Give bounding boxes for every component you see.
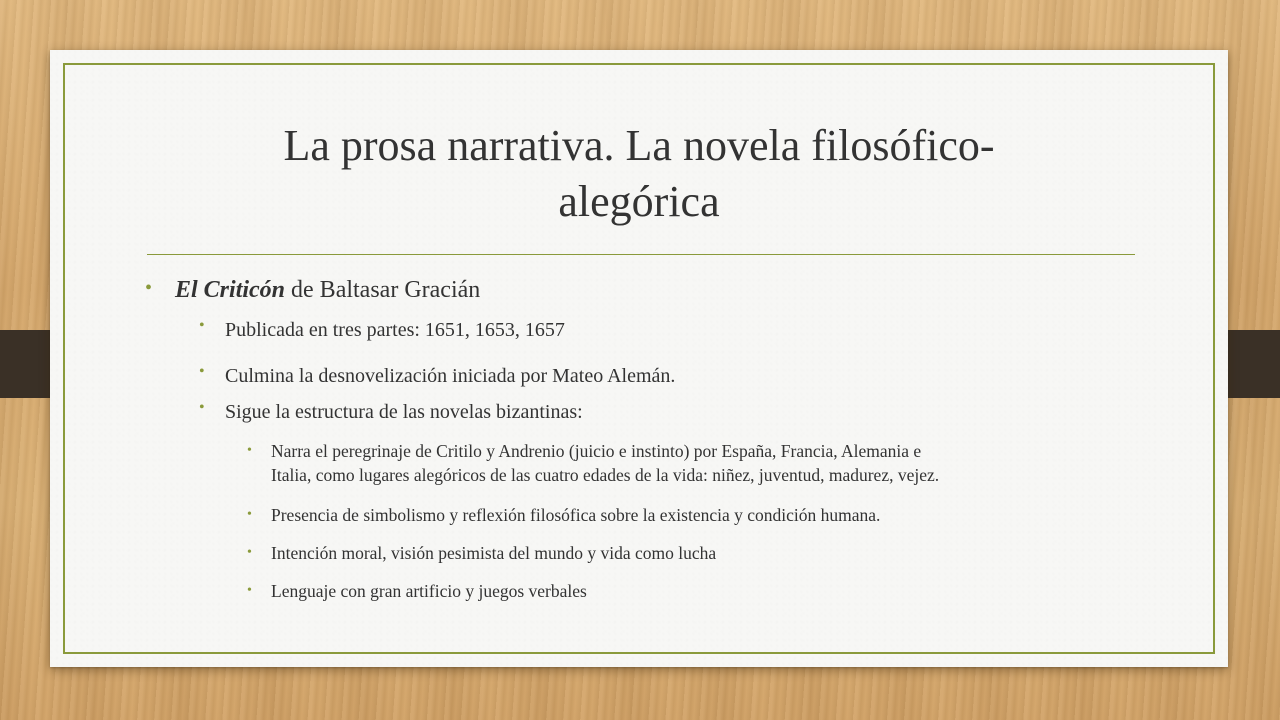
slide-paper xyxy=(50,50,1228,667)
sub-bullet-1: Publicada en tres partes: 1651, 1653, 1657 xyxy=(225,319,565,341)
work-title: El Criticón xyxy=(175,277,286,303)
sub-sub-bullet-4: Lenguaje con gran artificio y juegos verbales xyxy=(271,581,587,601)
sub-sub-bullet-1-line-2: Italia, como lugares alegóricos de las cuatro edades de la vida: niñez, juventud, madurez, vejez. xyxy=(271,465,940,485)
sub-sub-bullet-2: Presencia de simbolismo y reflexión filosófica sobre la existencia y condición humana. xyxy=(271,505,881,525)
sub-bullet-2: Culmina la desnovelización iniciada por Mateo Alemán. xyxy=(225,365,676,387)
sub-bullet-3: Sigue la estructura de las novelas bizantinas: xyxy=(225,401,583,423)
main-bullet-text: de Baltasar Gracián xyxy=(285,277,481,303)
bullet-icon: • xyxy=(199,399,205,416)
bullet-icon: • xyxy=(145,277,153,299)
main-bullet xyxy=(175,276,480,304)
slide-title-line-1: La prosa narrativa. La novela filosófico- xyxy=(283,121,995,170)
slide-title-line-2: alegórica xyxy=(558,177,720,226)
bullet-icon: • xyxy=(199,317,205,334)
bullet-icon: • xyxy=(247,443,252,458)
bullet-icon: • xyxy=(247,583,252,598)
bullet-icon: • xyxy=(247,545,252,560)
sub-sub-bullet-1-line-1: Narra el peregrinaje de Critilo y Andrenio (juicio e instinto) por España, Francia, Alemania e xyxy=(271,441,922,461)
bullet-icon: • xyxy=(247,507,252,522)
bullet-icon: • xyxy=(199,363,205,380)
bullet-list xyxy=(50,50,1228,667)
sub-sub-bullet-3: Intención moral, visión pesimista del mundo y vida como lucha xyxy=(271,543,717,563)
